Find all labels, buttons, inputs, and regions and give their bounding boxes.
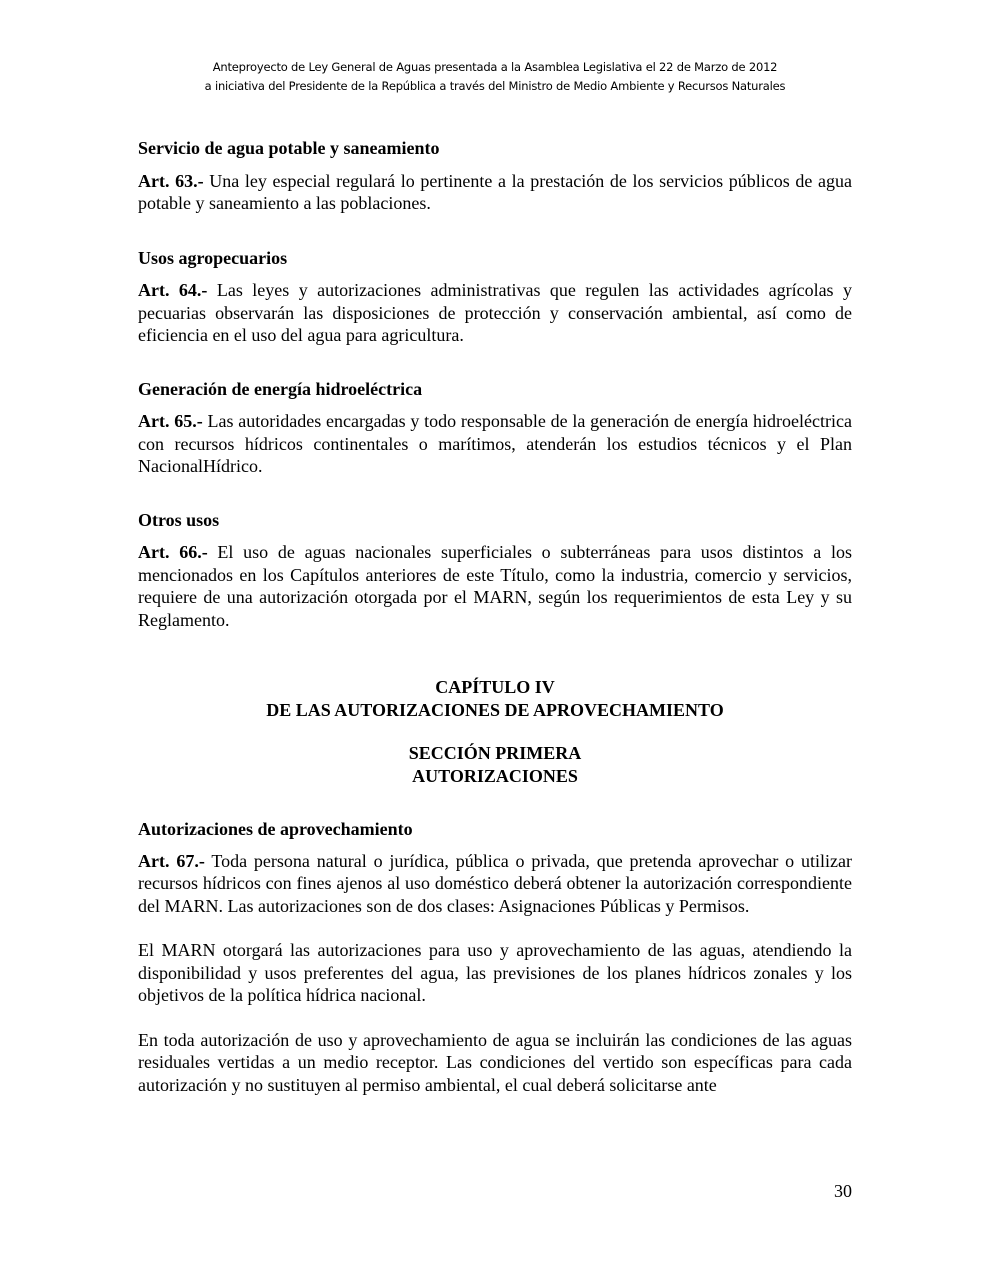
- heading-art-65: Generación de energía hidroeléctrica: [138, 378, 423, 399]
- art-67-text: Toda persona natural o jurídica, pública o privada, que pretenda aprovechar o utilizar recursos hídricos con fines ajenos al uso doméstico deberá obtener la autorización correspondiente del MARN. Las autorizaciones son de dos clases: Asignaciones Públicas y Permisos.: [138, 850, 852, 916]
- header-line-2: a iniciativa del Presidente de la República a través del Ministro de Medio Ambiente y Recursos Naturales: [204, 79, 786, 93]
- heading-art-66: Otros usos: [138, 509, 220, 530]
- heading-art-63: Servicio de agua potable y saneamiento: [138, 138, 440, 158]
- header-line-1: Anteproyecto de Ley General de Aguas presentada a la Asamblea Legislativa el 22 de Marzo de 2012: [212, 60, 778, 74]
- heading-art-64: Usos agropecuarios: [138, 247, 288, 268]
- art-64-label: Art. 64.-: [138, 280, 208, 300]
- paragraph-art-63: [138, 170, 852, 215]
- paragraph-art-65: [138, 410, 852, 478]
- chapter-number: CAPÍTULO IV: [435, 677, 555, 697]
- art-64-text: Las leyes y autorizaciones administrativas que regulen las actividades agrícolas y pecuarias observarán las disposiciones de protección y conservación ambiental, así como de eficiencia en el uso del agua para agricultura.: [138, 280, 852, 345]
- art-65-text: Las autoridades encargadas y todo responsable de la generación de energía hidroeléctrica con recursos hídricos continentales o marítimos, atenderán los estudios técnicos y el Plan NacionalHídrico.: [138, 411, 852, 476]
- page-number: 30: [834, 1181, 852, 1201]
- art-65-label: Art. 65.-: [138, 411, 203, 431]
- section-number: SECCIÓN PRIMERA: [408, 743, 582, 763]
- document-body: [138, 137, 852, 1096]
- art-63-text: Una ley especial regulará lo pertinente a la prestación de los servicios públicos de agua potable y saneamiento a las poblaciones.: [138, 170, 852, 213]
- paragraph-art-67: [138, 850, 852, 918]
- art-67-label: Art. 67.-: [138, 850, 205, 871]
- paragraph-art-67-3: En toda autorización de uso y aprovechamiento de agua se incluirán las condiciones de las aguas residuales vertidas a un medio receptor. Las condiciones del vertido son específicas para cada autorización y no sustituyen al permiso ambiental, el cual deberá solicitarse ante: [138, 1029, 852, 1095]
- paragraph-art-66: [138, 541, 852, 631]
- paragraph-art-67-2: El MARN otorgará las autorizaciones para uso y aprovechamiento de las aguas, atendiendo la disponibilidad y usos preferentes del agua, las previsiones de los planes hídricos zonales y los objetivos de la política hídrica nacional.: [138, 940, 852, 1005]
- page-header: [0, 58, 990, 96]
- art-66-label: Art. 66.-: [138, 542, 208, 562]
- art-66-text: El uso de aguas nacionales superficiales o subterráneas para usos distintos a los mencionados en los Capítulos anteriores de este Título, como la industria, comercio y servicios, requiere de una autorización otorgada por el MARN, según los requerimientos de esta Ley y su Reglamento.: [138, 542, 852, 630]
- chapter-title: DE LAS AUTORIZACIONES DE APROVECHAMIENTO: [266, 699, 724, 720]
- art-63-label: Art. 63.-: [138, 170, 204, 191]
- paragraph-art-64: [138, 279, 852, 347]
- section-title: AUTORIZACIONES: [412, 765, 578, 786]
- heading-art-67: Autorizaciones de aprovechamiento: [138, 819, 413, 839]
